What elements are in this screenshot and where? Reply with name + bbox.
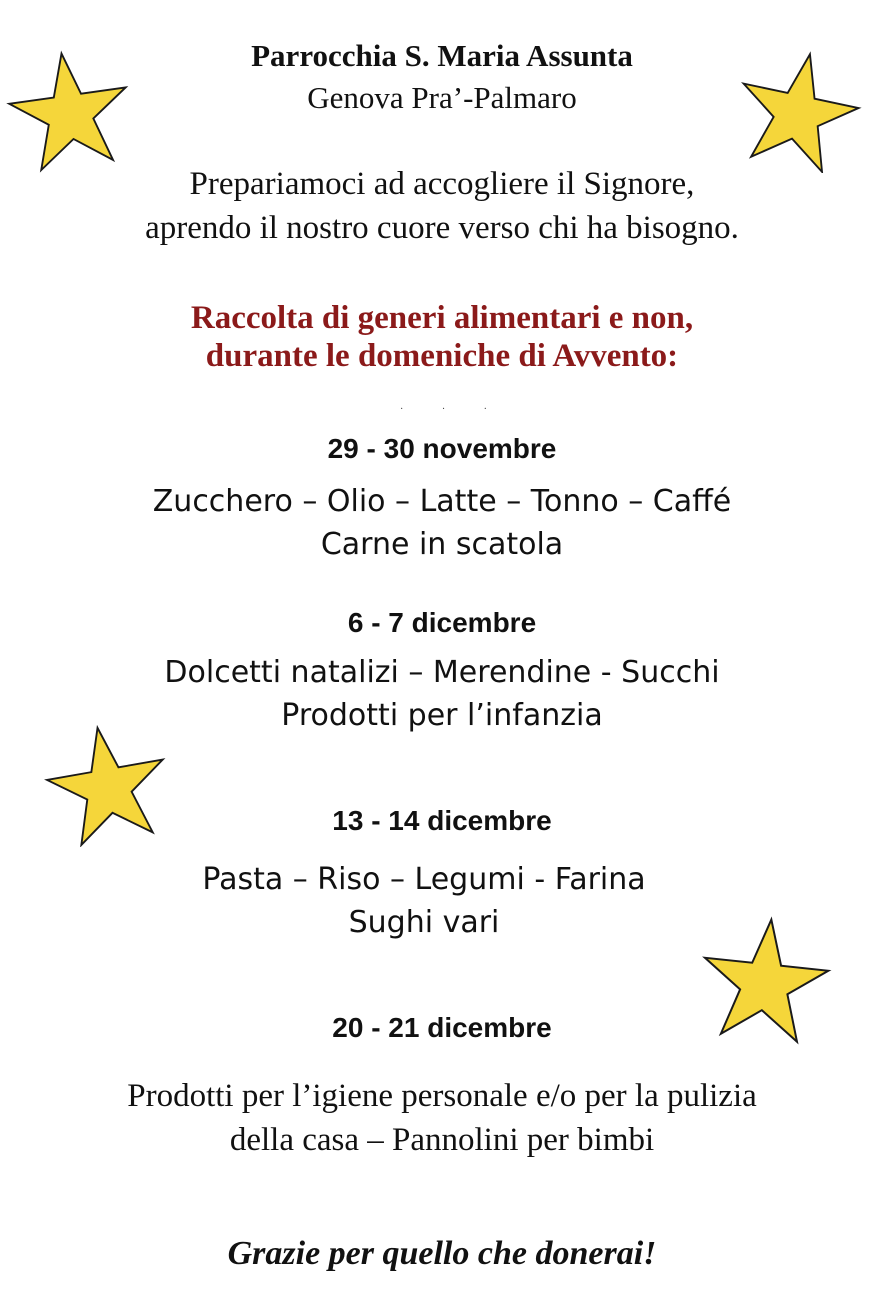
collection-heading-line-1: Raccolta di generi alimentari e non, [190,300,694,336]
week-items-line-2: Sughi vari [348,905,500,940]
week-items-line-2: della casa – Pannolini per bimbi [229,1122,655,1158]
week-items-line-1: Pasta – Riso – Legumi - Farina [202,862,646,897]
week-date: 13 - 14 dicembre [332,805,552,836]
week-items-line-1: Dolcetti natalizi – Merendine - Succhi [164,655,720,690]
week-date: 20 - 21 dicembre [332,1012,552,1043]
parish-name: Parrocchia S. Maria Assunta [251,38,633,73]
week-items-line-1: Prodotti per l’igiene personale e/o per la pulizia [127,1078,757,1114]
collection-heading-line-2: durante le domeniche di Avvento: [205,338,679,374]
week-items-line-2: Prodotti per l’infanzia [281,698,603,733]
intro-line-2: aprendo il nostro cuore verso chi ha bisogno. [145,210,739,246]
intro-line-1: Prepariamoci ad accogliere il Signore, [189,166,695,202]
week-date: 6 - 7 dicembre [347,607,537,638]
closing-thanks: Grazie per quello che donerai! [227,1235,657,1272]
week-items-line-1: Zucchero – Olio – Latte – Tonno – Caffé [152,484,732,519]
parish-location: Genova Pra’-Palmaro [307,80,577,115]
week-date: 29 - 30 novembre [327,433,557,464]
week-items-line-2: Carne in scatola [320,527,564,562]
divider-dots: · · · [400,404,505,415]
